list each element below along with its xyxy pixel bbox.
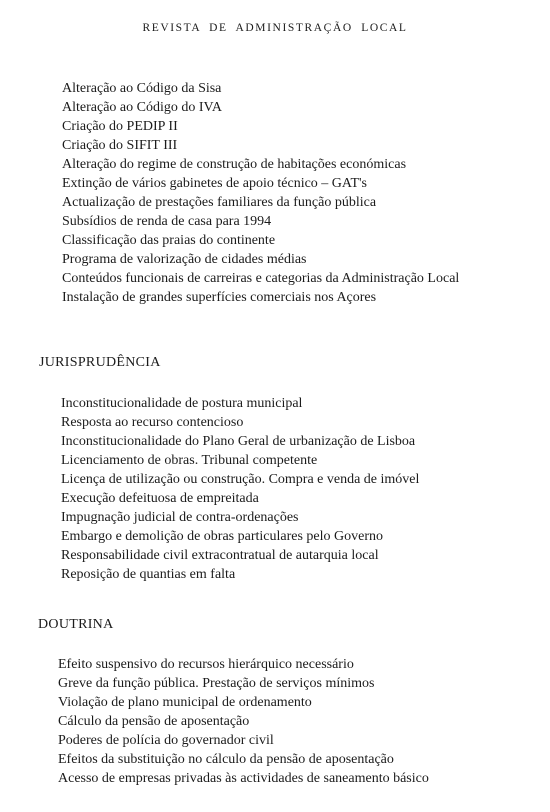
list-item: Efeitos da substituição no cálculo da pensão de aposentação [58,752,394,767]
list-item: Extinção de vários gabinetes de apoio técnico – GAT's [62,176,367,191]
list-item: Licenciamento de obras. Tribunal competente [61,453,318,468]
section-heading-doctrine: DOUTRINA [38,617,114,632]
list-item: Criação do SIFIT III [62,138,178,153]
list-item: Impugnação judicial de contra-ordenações [61,510,299,525]
list-item: Alteração ao Código da Sisa [62,81,222,96]
list-item: Criação do PEDIP II [62,119,178,134]
list-item: Reposição de quantias em falta [61,567,236,582]
list-item: Licença de utilização ou construção. Compra e venda de imóvel [61,472,420,487]
list-item: Greve da função pública. Prestação de serviços mínimos [58,676,375,691]
list-item: Actualização de prestações familiares da função pública [62,195,377,210]
list-item: Efeito suspensivo do recursos hierárquico necessário [58,657,354,672]
legislation-list [62,79,512,307]
list-item: Inconstitucionalidade de postura municipal [61,396,303,411]
list-item: Instalação de grandes superfícies comerciais nos Açores [62,290,377,305]
list-item: Inconstitucionalidade do Plano Geral de urbanização de Lisboa [61,434,416,449]
list-item: Alteração do regime de construção de habitações económicas [62,157,407,172]
list-item: Execução defeituosa de empreitada [61,491,259,506]
list-item: Acesso de empresas privadas às actividades de saneamento básico [58,771,429,786]
list-item: Responsabilidade civil extracontratual de autarquia local [61,548,379,563]
list-item: Resposta ao recurso contencioso [61,415,244,430]
list-item: Programa de valorização de cidades médias [62,252,307,267]
jurisprudence-list [61,394,501,584]
list-item: Poderes de polícia do governador civil [58,733,274,748]
list-item: Violação de plano municipal de ordenamento [58,695,312,710]
list-item: Conteúdos funcionais de carreiras e categorias da Administração Local [62,271,460,286]
section-heading-jurisprudence: JURISPRUDÊNCIA [39,355,161,370]
list-item: Cálculo da pensão de aposentação [58,714,250,729]
list-item: Classificação das praias do continente [62,233,276,248]
list-item: Subsídios de renda de casa para 1994 [62,214,272,229]
doctrine-list [58,655,508,788]
list-item: Embargo e demolição de obras particulares pelo Governo [61,529,384,544]
list-item: Alteração ao Código do IVA [62,100,222,115]
running-head: REVISTA DE ADMINISTRAÇÃO LOCAL [142,22,408,34]
